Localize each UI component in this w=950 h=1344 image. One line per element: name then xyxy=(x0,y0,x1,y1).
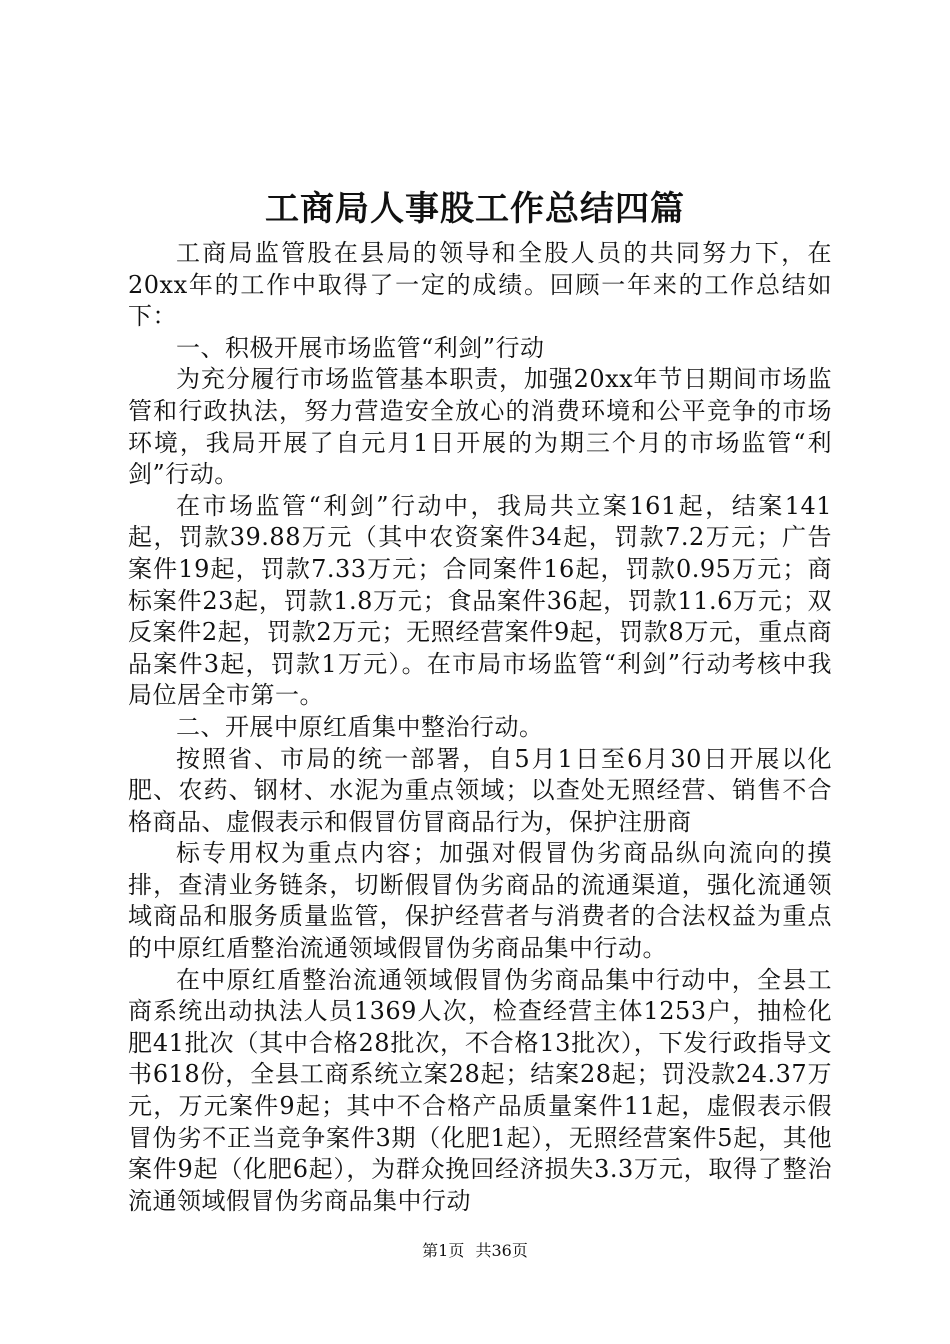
page-total: 共36页 xyxy=(475,1241,528,1260)
paragraph: 按照省、市局的统一部署，自5月1日至6月30日开展以化肥、农药、钢材、水泥为重点领域；以查处无照经营、销售不合格商品、虚假表示和假冒仿冒商品行为，保护注册商 xyxy=(128,744,832,836)
paragraph: 在中原红盾整治流通领域假冒伪劣商品集中行动中，全县工商系统出动执法人员1369人次，检查经营主体1253户，抽检化肥41批次（其中合格28批次，不合格13批次），下发行政指导文书618份，全县工商系统立案28起；结案28起；罚没款24.37万元，万元案件9起；其中不合格产品质量案件11起，虚假表示假冒伪劣不正当竞争案件3期（化肥1起），无照经营案件5起，其他案件9起（化肥6起），为群众挽回经济损失3.3万元，取得了整治流通领域假冒伪劣商品集中行动 xyxy=(128,965,832,1215)
paragraph: 在市场监管“利剑”行动中，我局共立案161起，结案141起，罚款39.88万元（其中农资案件34起，罚款7.2万元；广告案件19起，罚款7.33万元；合同案件16起，罚款0.95万元；商标案件23起，罚款1.8万元；食品案件36起，罚款11.6万元；双反案件2起，罚款2万元；无照经营案件9起，罚款8万元，重点商品案件3起，罚款1万元）。在市局市场监管“利剑”行动考核中我局位居全市第一。 xyxy=(128,491,832,710)
paragraph: 标专用权为重点内容；加强对假冒伪劣商品纵向流向的摸排，查清业务链条，切断假冒伪劣商品的流通渠道，强化流通领域商品和服务质量监管，保护经营者与消费者的合法权益为重点的中原红盾整治流通领域假冒伪劣商品集中行动。 xyxy=(128,839,832,963)
document-body xyxy=(128,238,832,1217)
section-heading: 一、积极开展市场监管“利剑”行动 xyxy=(176,333,545,362)
section-heading: 二、开展中原红盾集中整治行动。 xyxy=(176,712,544,741)
paragraph: 工商局监管股在县局的领导和全股人员的共同努力下，在20xx年的工作中取得了一定的成绩。回顾一年来的工作总结如下： xyxy=(128,239,832,331)
paragraph: 为充分履行市场监管基本职责，加强20xx年节日期间市场监管和行政执法，努力营造安全放心的消费环境和公平竞争的市场环境，我局开展了自元月1日开展的为期三个月的市场监管“利剑”行动。 xyxy=(128,365,832,489)
page-number: 第1页 xyxy=(422,1241,465,1260)
document-title: 工商局人事股工作总结四篇 xyxy=(265,189,685,229)
page-footer xyxy=(0,1240,950,1262)
